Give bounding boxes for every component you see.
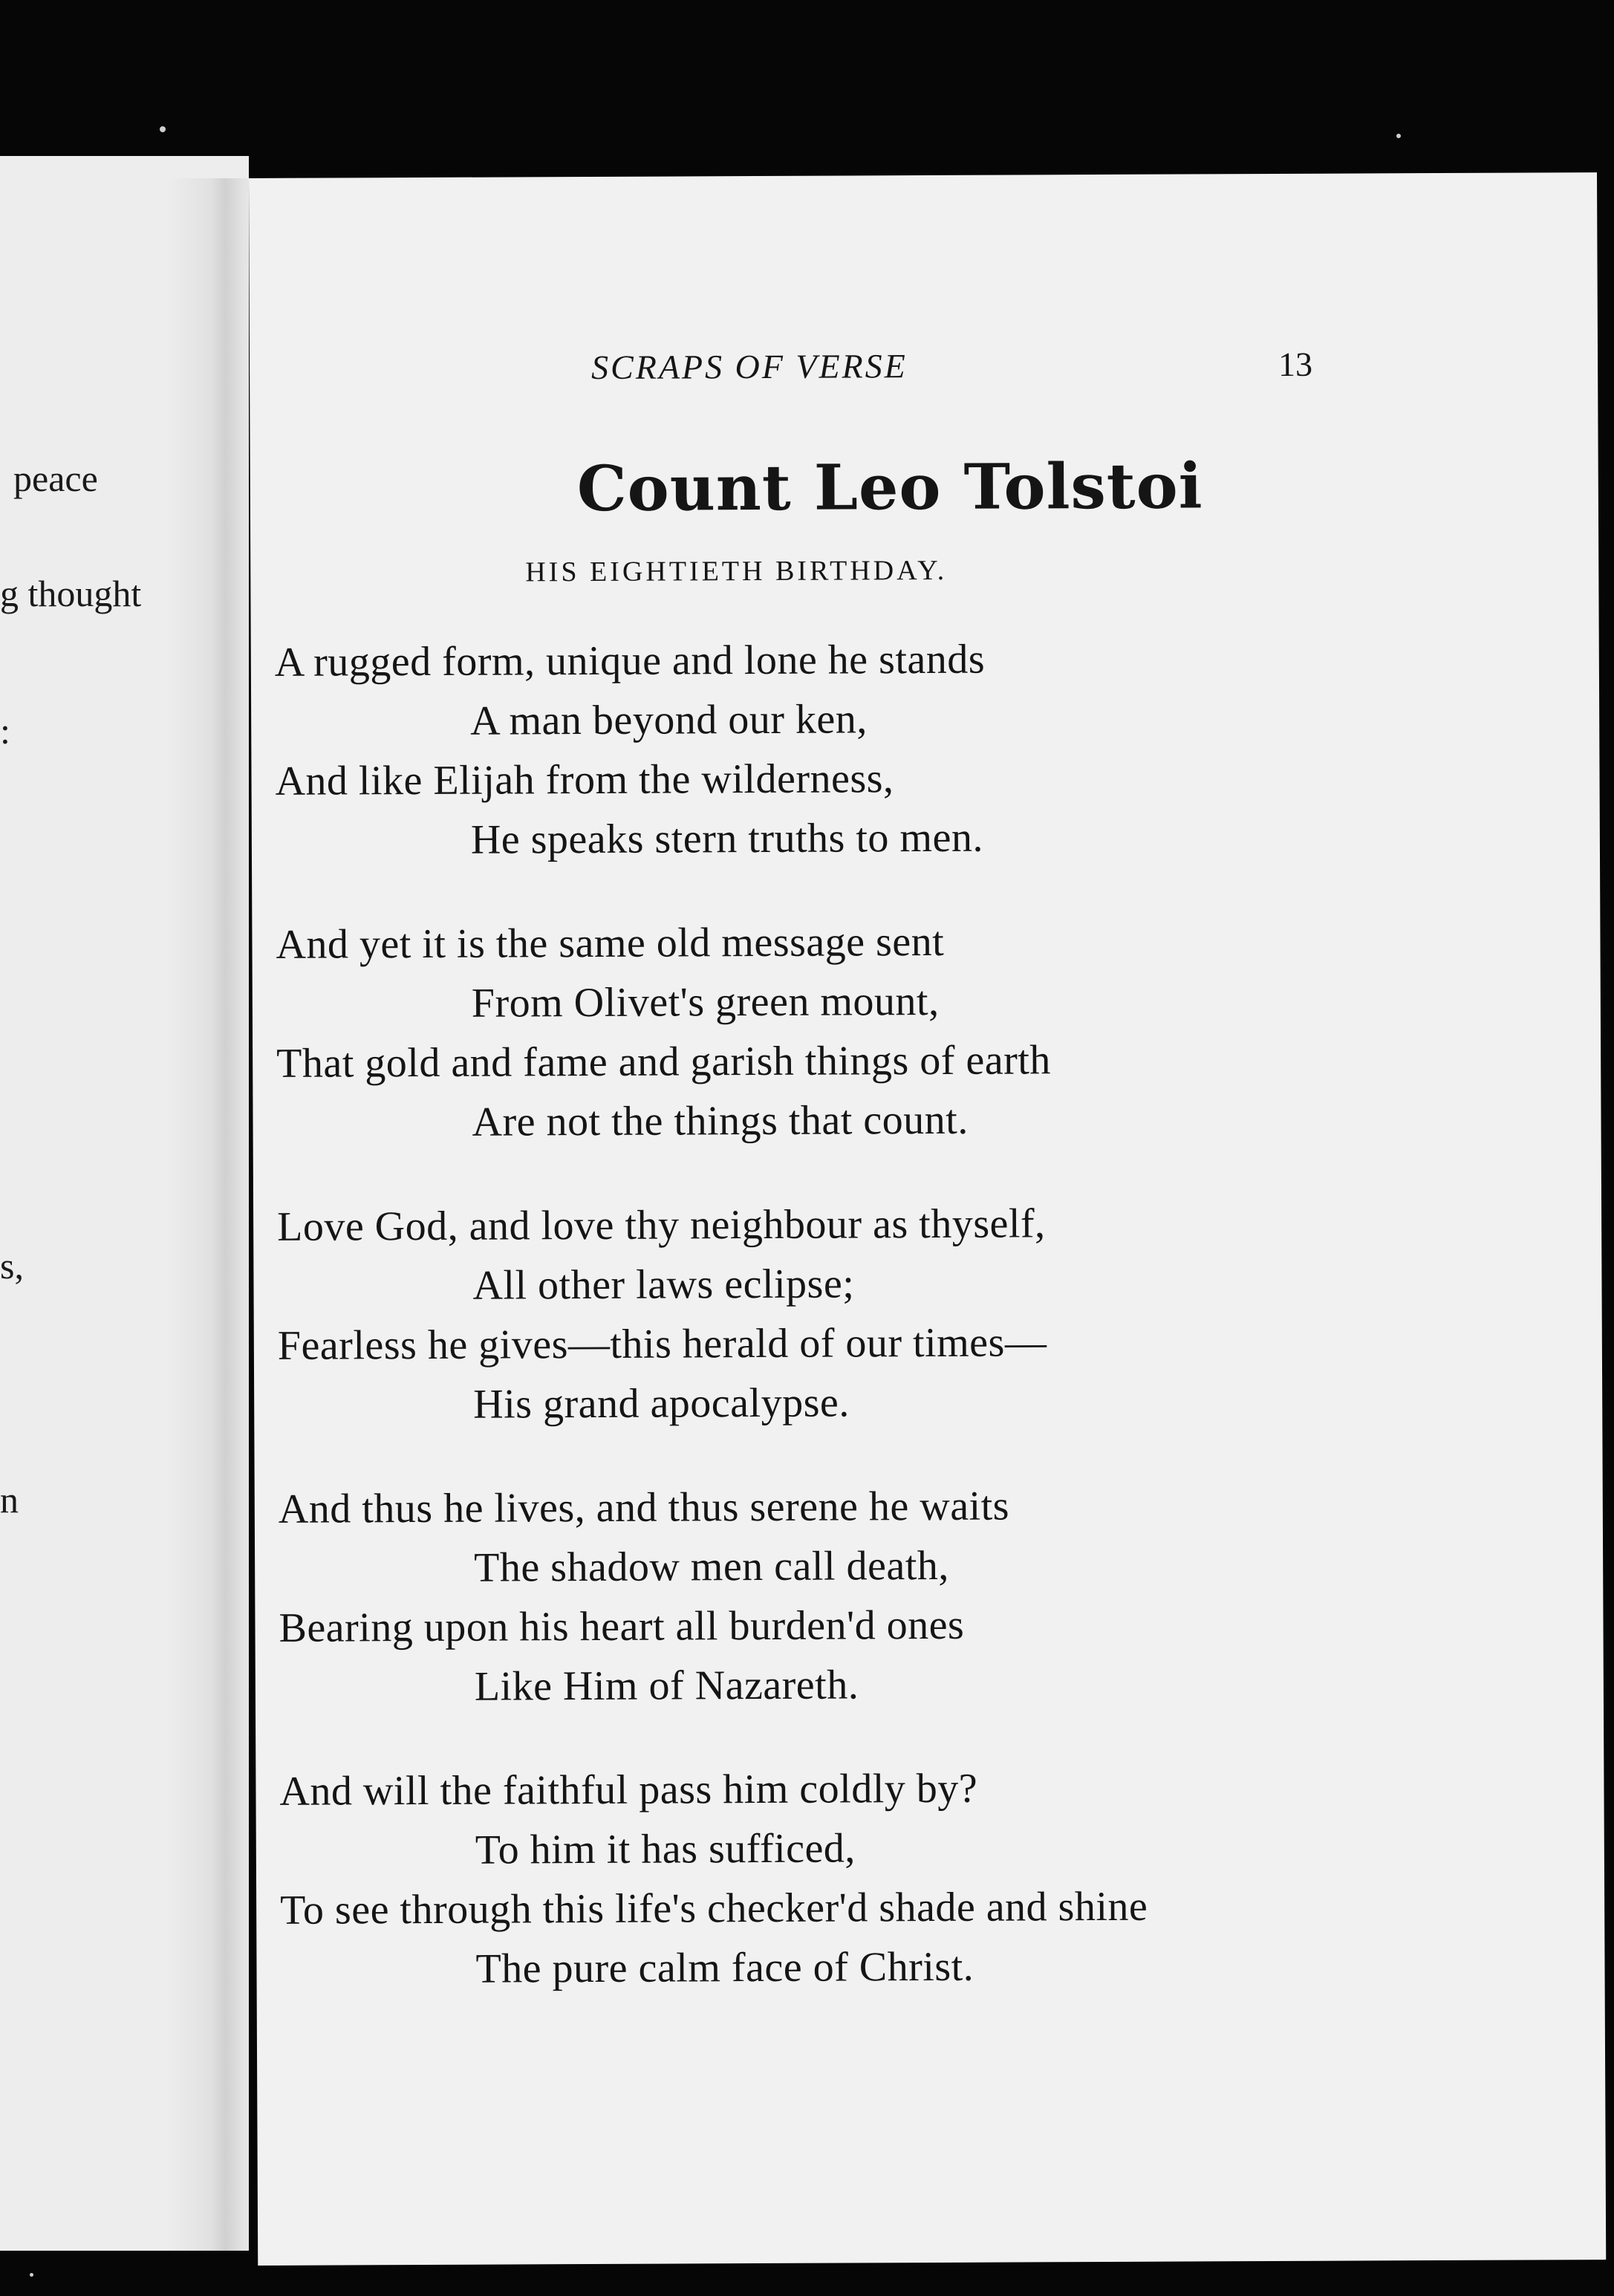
scan-dust — [160, 126, 166, 132]
scan-dust — [1396, 134, 1401, 138]
verse-line: And like Elijah from the wilderness, — [275, 755, 894, 804]
page-number: 13 — [1278, 345, 1313, 383]
left-page-fragment: : — [0, 710, 10, 752]
running-head: SCRAPS OF VERSE — [591, 347, 908, 386]
left-page-fragment: g thought — [0, 573, 142, 614]
verse-line: Bearing upon his heart all burden'd ones — [279, 1601, 965, 1651]
poem-title: Count Leo Tolstoi — [576, 449, 1203, 526]
verse-line: He speaks stern truths to men. — [470, 814, 984, 863]
verse-line: A rugged form, unique and lone he stands — [274, 636, 986, 686]
verse-line: Love God, and love thy neighbour as thyself, — [277, 1200, 1046, 1250]
left-page-fragment: s, — [0, 1245, 24, 1287]
verse-line: Fearless he gives—this herald of our times— — [277, 1319, 1047, 1369]
verse-line: All other laws eclipse; — [472, 1261, 855, 1309]
verse-line: Like Him of Nazareth. — [474, 1662, 859, 1710]
current-page — [249, 172, 1606, 2266]
verse-line: Are not the things that count. — [472, 1096, 969, 1145]
verse-line: To see through this life's checker'd shade and shine — [280, 1883, 1148, 1934]
verse-line: That gold and fame and garish things of earth — [276, 1037, 1051, 1087]
verse-line: And will the faithful pass him coldly by? — [279, 1765, 978, 1815]
left-page-fragment: n — [0, 1479, 19, 1521]
left-page-fragment: peace — [13, 458, 98, 499]
verse-line: And thus he lives, and thus serene he waits — [278, 1483, 1010, 1532]
verse-line: The shadow men call death, — [474, 1542, 949, 1591]
verse-line: From Olivet's green mount, — [471, 978, 940, 1027]
previous-page — [0, 156, 249, 2251]
verse-line: A man beyond our ken, — [470, 696, 868, 744]
verse-line: To him it has sufficed, — [475, 1825, 856, 1873]
scan-dust — [30, 2273, 33, 2277]
verse-line: The pure calm face of Christ. — [475, 1943, 974, 1992]
verse-line: And yet it is the same old message sent — [276, 918, 945, 968]
poem-subtitle: HIS EIGHTIETH BIRTHDAY. — [525, 554, 948, 588]
verse-line: His grand apocalypse. — [473, 1379, 850, 1428]
